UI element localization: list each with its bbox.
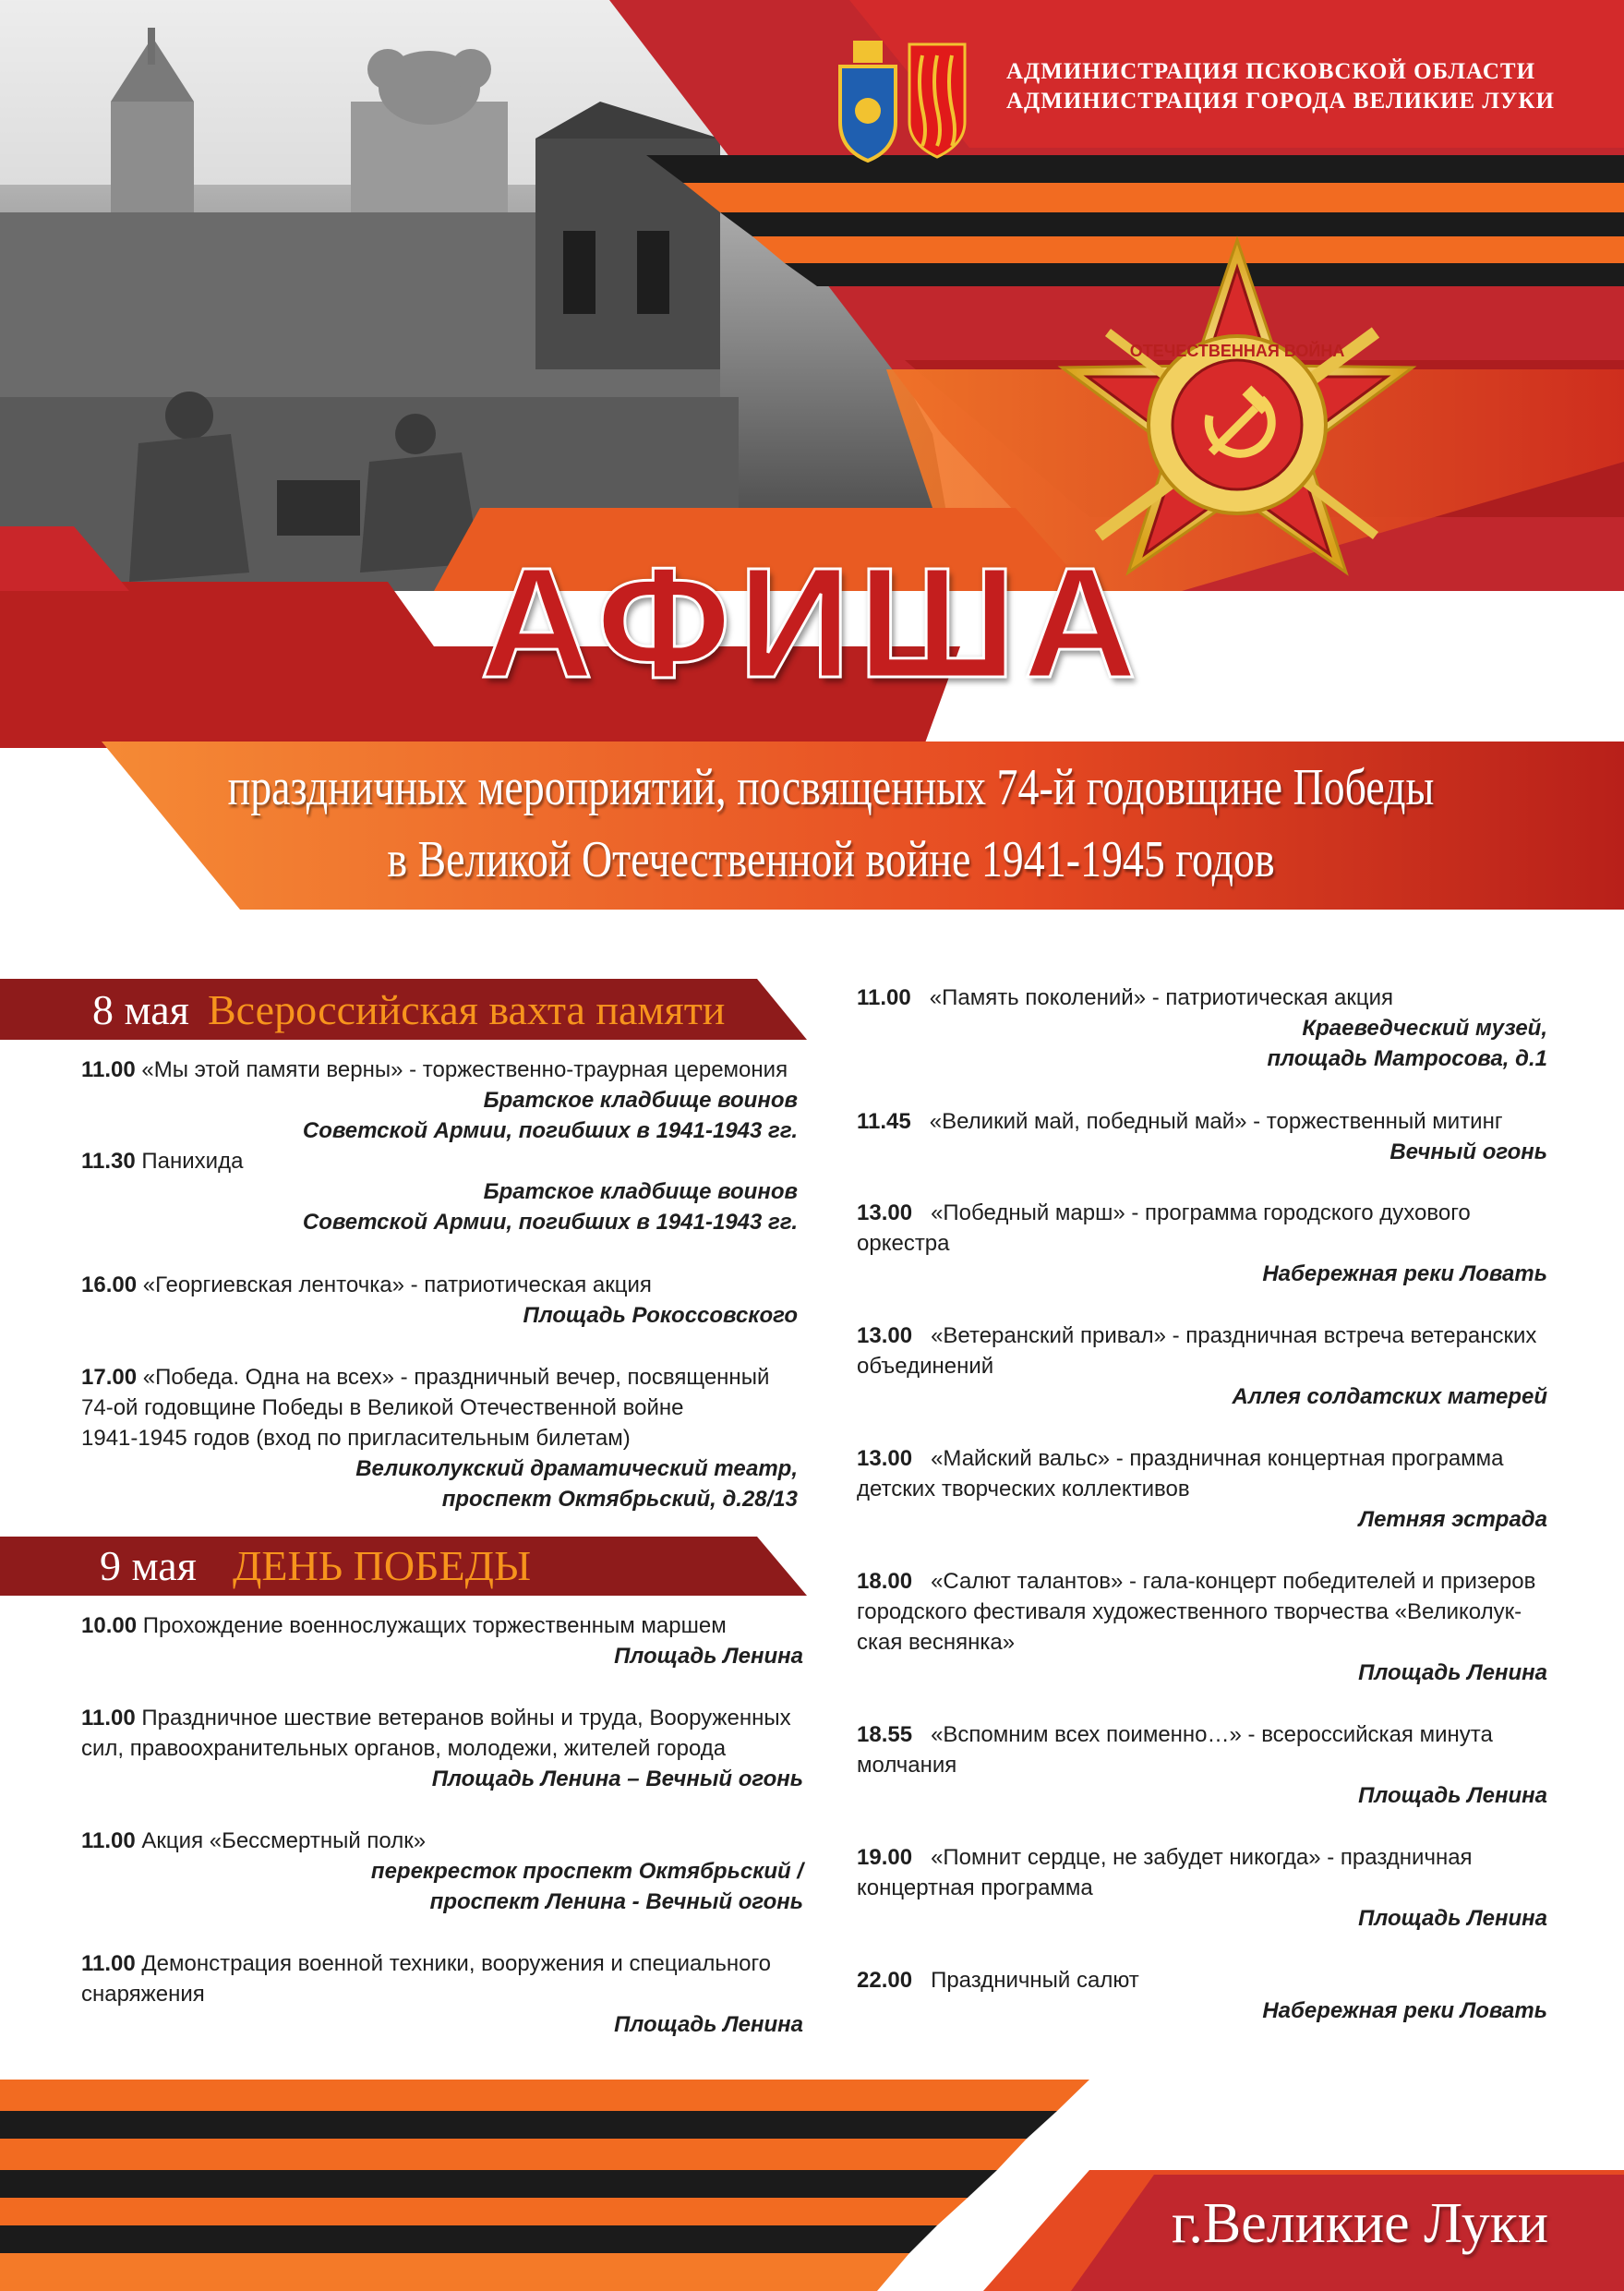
event-may9-r2 [857,1106,1547,1167]
poster-title: АФИША [479,536,1145,711]
event-place: Набережная реки Ловать [1262,1261,1547,1286]
event-place: Вечный огонь [1389,1139,1547,1164]
velikie-luki-coat-of-arms-icon [909,44,965,157]
may8-title: Всероссийская вахта памяти [208,986,726,1033]
subtitle-line-2: в Великой Отечественной войне 1941-1945 годов [387,831,1275,888]
event-title-cont: сил, правоохранительных органов, молодежи, жителей города [81,1736,727,1761]
may9-banner [0,1537,807,1598]
event-may9-r5 [857,1443,1547,1535]
event-place: Площадь Ленина [1358,1783,1547,1808]
event-time: 11.00 [81,1057,136,1082]
event-place: Площадь Рокоссовского [523,1303,798,1328]
event-place: Площадь Ленина [1358,1660,1547,1685]
event-time: 11.00 [81,1706,136,1730]
event-title-cont: 74-ой годовщине Победы в Великой Отечественной войне [81,1395,684,1420]
event-title: «Победа. Одна на всех» - праздничный вечер, посвященный [142,1365,770,1390]
event-place: Братское кладбище воинов [483,1179,798,1204]
event-place: Набережная реки Ловать [1262,1998,1547,2023]
event-may9-r8 [857,1842,1547,1934]
event-time: 18.00 [857,1569,913,1594]
event-time: 11.00 [857,985,911,1010]
event-title: Акция «Бессмертный полк» [141,1828,427,1853]
event-title-cont: объединений [857,1354,994,1379]
event-place: Площадь Ленина – Вечный огонь [431,1766,803,1791]
subtitle-line-1: праздничных мероприятий, посвященных 74-й годовщине Победы [227,759,1435,816]
event-time: 13.00 [857,1200,913,1225]
event-may8-1 [81,1055,798,1146]
event-title-cont: детских творческих коллективов [857,1477,1190,1501]
event-time: 17.00 [81,1365,138,1390]
event-place: Краеведческий музей, [1302,1016,1547,1041]
event-title: «Георгиевская ленточка» - патриотическая акция [142,1272,652,1297]
event-title-cont: оркестра [857,1231,950,1256]
event-place: Братское кладбище воинов [483,1088,798,1113]
event-title: «Салют талантов» - гала-концерт победителей и призеров [931,1569,1536,1594]
order-ring-text: ОТЕЧЕСТВЕННАЯ ВОЙНА [1129,342,1345,360]
admin-pskov-region: АДМИНИСТРАЦИЯ ПСКОВСКОЙ ОБЛАСТИ [1006,59,1536,84]
event-time: 19.00 [857,1845,913,1870]
event-may8-2 [81,1146,798,1237]
admin-velikie-luki: АДМИНИСТРАЦИЯ ГОРОДА ВЕЛИКИЕ ЛУКИ [1006,89,1555,114]
event-may9-3 [81,1826,803,1917]
event-place: проспект Октябрьский, д.28/13 [441,1487,798,1512]
may9-title: ДЕНЬ ПОБЕДЫ [233,1542,532,1589]
event-title-cont: 1941-1945 годов (вход по пригласительным билетам) [81,1426,631,1451]
ribbon-bottom [0,2080,1089,2253]
event-title: «Мы этой памяти верны» - торжественно-траурная церемония [141,1057,788,1082]
event-may9-r4 [857,1320,1547,1412]
event-time: 18.55 [857,1722,913,1747]
event-title: Панихида [141,1149,244,1174]
event-time: 13.00 [857,1446,913,1471]
event-title: «Майский вальс» - праздничная концертная программа [931,1446,1504,1471]
event-may9-r7 [857,1719,1547,1811]
event-may9-r3 [857,1198,1547,1289]
event-time: 13.00 [857,1323,913,1348]
event-time: 22.00 [857,1968,913,1993]
event-time: 11.00 [81,1951,136,1976]
event-may9-2 [81,1703,803,1794]
event-place: площадь Матросова, д.1 [1267,1046,1547,1071]
event-may9-r6 [857,1566,1547,1688]
may9-date: 9 мая [100,1542,197,1589]
event-time: 10.00 [81,1613,138,1638]
event-may9-r9 [857,1965,1547,2026]
event-place: Площадь Ленина [614,2012,803,2037]
event-may9-4 [81,1948,803,2040]
administration-block [1006,57,1555,116]
event-time: 11.00 [81,1828,136,1853]
may8-date: 8 мая [92,986,189,1033]
event-title-cont: снаряжения [81,1982,205,2007]
event-title: «Великий май, победный май» - торжественный митинг [929,1109,1503,1134]
event-title-cont: молчания [857,1753,957,1778]
event-place: Советской Армии, погибших в 1941-1943 гг. [302,1210,798,1235]
event-time: 11.45 [857,1109,911,1134]
event-place: Аллея солдатских матерей [1232,1384,1547,1409]
event-place: проспект Ленина - Вечный огонь [429,1889,803,1914]
bottom-orange-left [0,2253,909,2291]
event-title: Прохождение военнослужащих торжественным маршем [142,1613,727,1638]
ribbon-top [646,155,1624,286]
event-place: перекресток проспект Октябрьский / [370,1859,803,1884]
event-title: Праздничный салют [931,1968,1139,1993]
event-may9-r1 [857,983,1547,1074]
event-title: «Ветеранский привал» - праздничная встреча ветеранских [931,1323,1537,1348]
event-place: Летняя эстрада [1358,1507,1547,1532]
event-time: 11.30 [81,1149,136,1174]
event-title: «Помнит сердце, не забудет никогда» - праздничная [931,1845,1473,1870]
event-title-cont: городского фестиваля художественного творчества «Великолук- [857,1599,1522,1624]
event-title: Демонстрация военной техники, вооружения и специального [141,1951,772,1976]
event-title: «Вспомним всех поименно…» - всероссийская минута [931,1722,1493,1747]
event-place: Советской Армии, погибших в 1941-1943 гг. [302,1118,798,1143]
event-place: Площадь Ленина [614,1644,803,1669]
event-may9-1 [81,1610,803,1671]
event-place: Великолукский драматический театр, [355,1456,798,1481]
event-place: Площадь Ленина [1358,1906,1547,1931]
event-title-cont: концертная программа [857,1875,1093,1900]
event-title: Праздничное шествие ветеранов войны и труда, Вооруженных [141,1706,791,1730]
event-title: «Память поколений» - патриотическая акция [929,985,1394,1010]
event-title: «Победный марш» - программа городского духового [931,1200,1471,1225]
may8-banner [0,981,807,1042]
event-may8-3 [81,1270,798,1331]
event-title-cont: ская веснянка» [857,1630,1016,1655]
event-may8-4 [81,1362,798,1514]
event-time: 16.00 [81,1272,138,1297]
city-name: г.Великие Луки [1171,2192,1548,2255]
